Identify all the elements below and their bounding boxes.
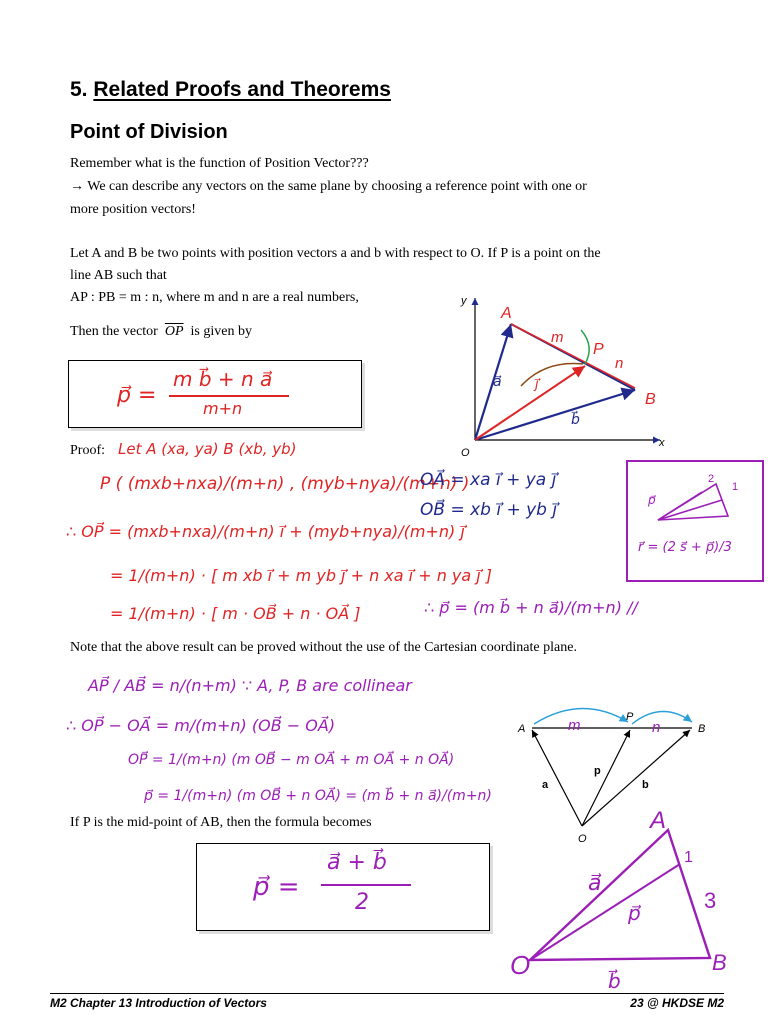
diag3-b-vec: b⃗	[608, 971, 621, 990]
formula-2-denominator: 2	[355, 890, 369, 915]
ratio-n-label: n	[615, 355, 624, 372]
side-note-box	[626, 460, 764, 582]
diag3-b-label: B	[712, 950, 727, 975]
side-note-two: 2	[708, 473, 715, 485]
diag3-p-vec: p⃗	[628, 903, 641, 925]
arc-n	[632, 711, 692, 724]
vector-b-label: b⃗	[571, 411, 580, 427]
formula-2-lhs: p⃗ =	[253, 872, 300, 902]
footer-left: M2 Chapter 13 Introduction of Vectors	[50, 996, 267, 1010]
setup-line-4-pre: Then the vector	[70, 324, 158, 339]
section-heading	[70, 78, 391, 102]
proof-line-1: Let A (xa, ya) B (xb, yb)	[118, 440, 297, 458]
ratio-m-label: m	[551, 329, 564, 346]
diag3-o-label: O	[510, 950, 531, 980]
formula-2-numerator: a⃗ + b⃗	[327, 850, 387, 875]
point-b-label: B	[645, 391, 656, 408]
formula-2-bar	[321, 884, 411, 886]
side-note-triangle	[628, 462, 762, 542]
proof-line-5: = 1/(m+n) · [ m · OB⃗ + n · OA⃗ ]	[110, 604, 361, 623]
diag3-a-label: A	[650, 807, 667, 834]
proof2-line-2: ∴ OP⃗ − OA⃗ = m/(m+n) (OB⃗ − OA⃗)	[66, 716, 336, 735]
diagram-coordinate-vectors	[445, 290, 675, 460]
formula-1-lhs: p⃗ =	[117, 383, 157, 408]
subheading: Point of Division	[70, 121, 228, 143]
side-note-one: 1	[732, 481, 739, 493]
proof-line-4: = 1/(m+n) · [ m xb i⃗ + m yb j⃗ + n xa i⃗ + n ya j⃗ ]	[110, 566, 493, 585]
section-number: 5.	[70, 78, 88, 101]
vector-op: $\overline{OP}$	[164, 324, 184, 339]
proof-side-2: OB⃗ = xb i⃗ + yb j⃗	[420, 500, 558, 520]
midpoint-text: If P is the mid-point of AB, then the formula becomes	[70, 815, 372, 830]
origin-label: O	[461, 447, 470, 459]
arc-m	[534, 708, 628, 724]
formula-1-numerator: m b⃗ + n a⃗	[173, 367, 273, 391]
diag2-a-label: A	[518, 723, 526, 735]
diag2-n-label: n	[652, 719, 661, 736]
intro-line-1: Remember what is the function of Position Vector???	[70, 156, 369, 171]
diagram-hand-triangle	[500, 800, 740, 990]
intro-line-2: → We can describe any vectors on the same plane by choosing a reference point with one or	[70, 179, 587, 194]
green-arc	[581, 330, 589, 364]
side-note-p: p⃗	[648, 493, 656, 507]
vector-j-label: j⃗	[535, 376, 539, 391]
diag2-p-label: P	[626, 711, 634, 723]
intro-line-3: more position vectors!	[70, 202, 196, 217]
diag2-m-label: m	[568, 717, 581, 734]
formula-box-1	[68, 360, 362, 428]
diag3-one: 1	[684, 849, 693, 866]
proof2-line-3: OP⃗ = 1/(m+n) (m OB⃗ − m OA⃗ + m OA⃗ + n OA⃗)	[128, 752, 455, 768]
point-p-label: P	[593, 341, 604, 358]
note-text: Note that the above result can be proved without the use of the Cartesian coordinate plane.	[70, 640, 577, 655]
diag2-o-label: O	[578, 833, 587, 845]
proof-line-2: P ( (mxb+nxa)/(m+n) , (myb+nya)/(m+n) )	[100, 474, 470, 494]
setup-line-1: Let A and B be two points with position vectors a and b with respect to O. If P is a point on the	[70, 246, 601, 261]
x-label: x	[659, 437, 665, 449]
diag2-vec-a: a	[542, 779, 549, 791]
formula-box-2	[196, 843, 490, 931]
proof-label: Proof:	[70, 443, 105, 458]
proof2-line-1: AP⃗ / AB⃗ = n/(n+m) ∵ A, P, B are collinear	[88, 676, 412, 695]
proof2-line-4: p⃗ = 1/(m+n) (m OB⃗ + n OA⃗) = (m b⃗ + n a⃗)/(m+n)	[144, 788, 492, 804]
diag2-vec-b: b	[642, 779, 649, 791]
setup-line-3: AP : PB = m : n, where m and n are a real numbers,	[70, 290, 359, 305]
setup-line-2: line AB such that	[70, 268, 167, 283]
triangle-outline	[530, 830, 710, 960]
footer	[50, 993, 724, 1010]
diag3-three: 3	[704, 888, 717, 913]
vector-b	[475, 390, 635, 440]
section-title: Related Proofs and Theorems	[93, 78, 391, 101]
triangle-median	[530, 864, 680, 960]
point-a-label: A	[501, 305, 512, 322]
proof-line-3: ∴ OP⃗ = (mxb+nxa)/(m+n) i⃗ + (myb+nya)/(m+n) j⃗	[66, 522, 465, 541]
proof-side-1: OA⃗ = xa i⃗ + ya j⃗	[420, 470, 557, 490]
y-label: y	[461, 295, 467, 307]
diag2-vec-p: p	[594, 765, 601, 777]
vector-a-label: a⃗	[493, 373, 502, 389]
setup-line-4	[70, 322, 252, 342]
diag3-a-vec: a⃗	[588, 870, 602, 895]
setup-line-4-post: is given by	[190, 324, 252, 339]
formula-1-denominator: m+n	[203, 399, 243, 418]
side-note-eq: r⃗ = (2 s⃗ + p⃗)/3	[638, 540, 732, 555]
footer-right: 23 @ HKDSE M2	[630, 996, 724, 1010]
diag2-b-label: B	[698, 723, 706, 735]
formula-1-bar	[169, 395, 289, 397]
proof-line-6: ∴ p⃗ = (m b⃗ + n a⃗)/(m+n) //	[424, 598, 638, 617]
